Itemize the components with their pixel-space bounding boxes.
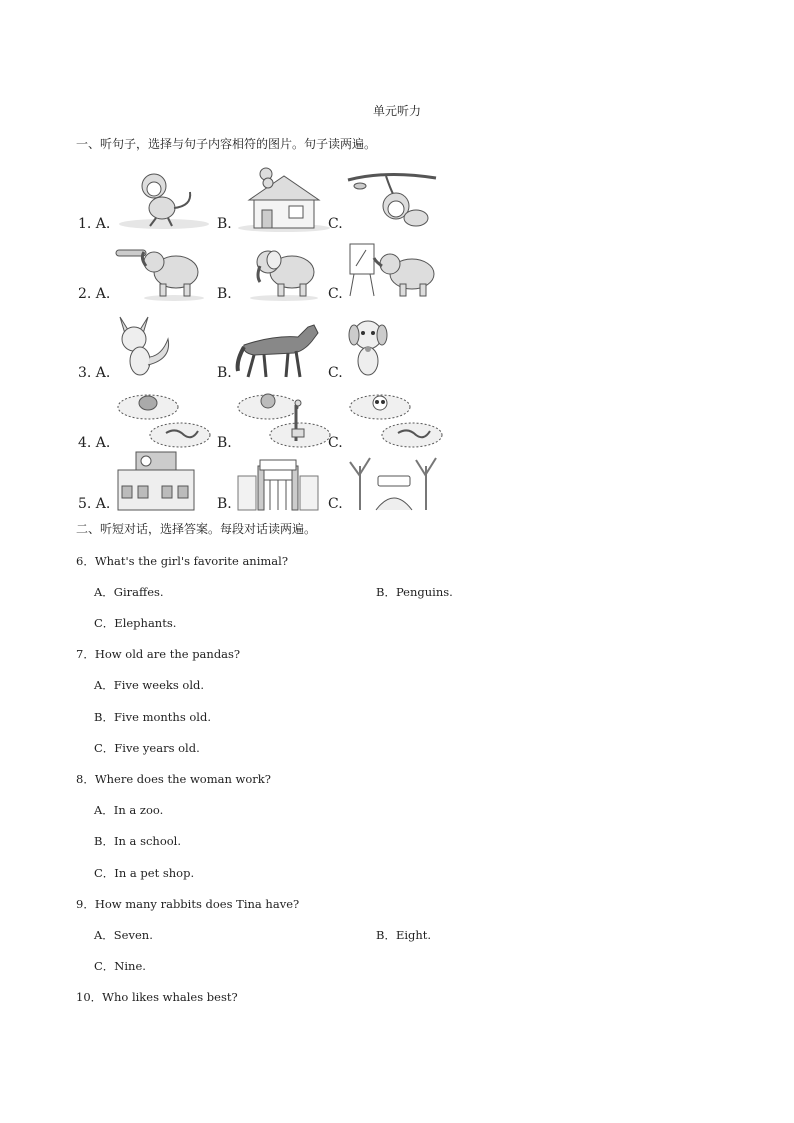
question-6-option-b[interactable]: B．Penguins. [376, 585, 453, 599]
puppy-icon [346, 315, 446, 381]
wolf-icon [234, 315, 334, 381]
question-9-option-b[interactable]: B．Eight. [376, 928, 432, 942]
option-label: B. [217, 435, 232, 451]
option-label: C. [328, 496, 343, 512]
movie-theater-icon [114, 446, 214, 512]
section-1-heading: 一、听句子，选择与句子内容相符的图片。句子读两遍。 [76, 137, 377, 151]
question-4-row [76, 381, 476, 451]
elephant-icon [234, 236, 334, 302]
option-label: C. [328, 365, 343, 381]
park-gate-icon [346, 446, 446, 512]
question-7-option-b[interactable]: B．Five months old. [94, 710, 212, 724]
page-title: 单元听力 [372, 104, 421, 118]
option-label: 4. A. [78, 435, 111, 451]
question-9-option-a[interactable]: A．Seven. [94, 928, 153, 942]
question-6-option-c[interactable]: C．Elephants. [94, 616, 177, 630]
question-3-row [76, 311, 476, 381]
monkey-icon [114, 166, 214, 232]
option-label: C. [328, 216, 343, 232]
option-label: 3. A. [78, 365, 111, 381]
question-5-row [76, 442, 476, 512]
option-label: 5. A. [78, 496, 111, 512]
option-label: C. [328, 435, 343, 451]
option-label: 2. A. [78, 286, 111, 302]
question-1-row [76, 162, 476, 232]
monkey-hanging-branch-icon [346, 166, 446, 232]
elephant-painting-icon [346, 236, 446, 302]
option-label: B. [217, 365, 232, 381]
question-9-option-c[interactable]: C．Nine. [94, 959, 146, 973]
question-7-option-a[interactable]: A．Five weeks old. [94, 678, 205, 692]
question-8-option-b[interactable]: B．In a school. [94, 834, 181, 848]
option-label: B. [217, 496, 232, 512]
question-8-option-a[interactable]: A．In a zoo. [94, 803, 164, 817]
option-label: B. [217, 216, 232, 232]
fox-icon [114, 315, 214, 381]
option-label: B. [217, 286, 232, 302]
question-2-row [76, 232, 476, 302]
question-10-stem: 10．Who likes whales best? [76, 990, 238, 1004]
elephant-with-log-icon [114, 236, 214, 302]
question-8-option-c[interactable]: C．In a pet shop. [94, 866, 195, 880]
option-label: 1. A. [78, 216, 111, 232]
question-6-stem: 6．What's the girl's favorite animal? [76, 554, 288, 568]
question-6-option-a[interactable]: A．Giraffes. [94, 585, 164, 599]
question-9-stem: 9．How many rabbits does Tina have? [76, 897, 300, 911]
monkey-on-house-icon [234, 166, 334, 232]
option-label: C. [328, 286, 343, 302]
question-7-stem: 7．How old are the pandas? [76, 647, 241, 661]
question-8-stem: 8．Where does the woman work? [76, 772, 271, 786]
section-2-heading: 二、听短对话，选择答案。每段对话读两遍。 [76, 522, 317, 536]
zoo-gate-icon [234, 446, 334, 512]
question-7-option-c[interactable]: C．Five years old. [94, 741, 200, 755]
